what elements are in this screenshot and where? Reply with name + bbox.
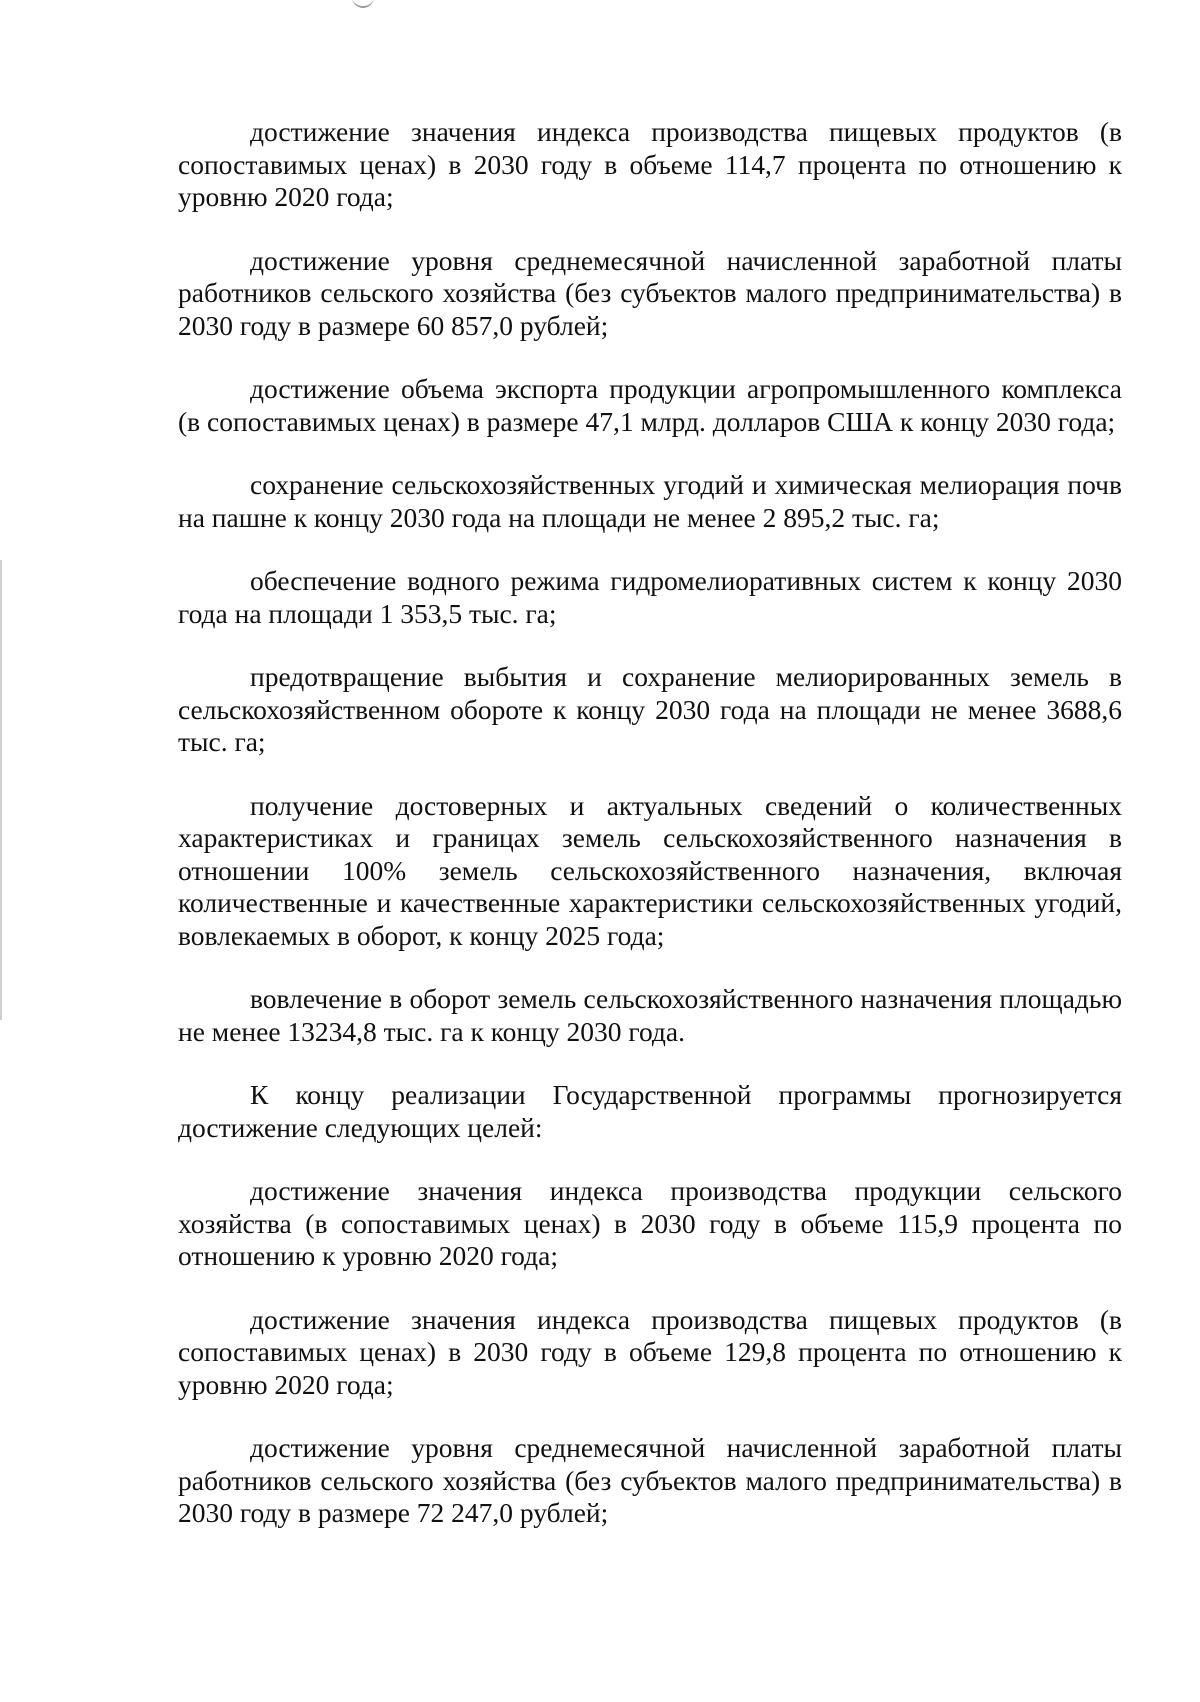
paragraph-water-regime-target: обеспечение водного режима гидромелиоративных систем к концу 2030 года на площади 1 353,5 тыс. га;	[178, 565, 1122, 629]
paragraph-food-production-index-goal: достижение значения индекса производства пищевых продуктов (в сопоставимых ценах) в 2030 году в объеме 129,8 процента по отношению к уровню 2020 года;	[178, 1303, 1122, 1400]
paragraph-agricultural-wage-target: достижение уровня среднемесячной начисленной заработной платы работников сельского хозяйства (без субъектов малого предпринимательства) в 2030 году в размере 60 857,0 рублей;	[178, 244, 1122, 341]
paragraph-reclaimed-land-target: предотвращение выбытия и сохранение мелиорированных земель в сельскохозяйственном обороте к концу 2030 года на площади не менее 3688,6 тыс. га;	[178, 661, 1122, 757]
paragraph-land-involvement-target: вовлечение в оборот земель сельскохозяйственного назначения площадью не менее 13234,8 тыс. га к концу 2030 года.	[178, 983, 1122, 1047]
page-number-mark	[352, 0, 374, 8]
paragraph-program-goals-intro: К концу реализации Государственной программы прогнозируется достижение следующих целей:	[178, 1079, 1122, 1143]
paragraph-land-data-target: получение достоверных и актуальных сведений о количественных характеристиках и границах земель сельскохозяйственного назначения в отношении 100% земель сельскохозяйственного назначения, включая количественные и качественные характеристики сельскохозяйственных угодий, вовлекаемых в оборот, к концу 2025 года;	[178, 789, 1122, 951]
paragraph-agricultural-wage-goal: достижение уровня среднемесячной начисленной заработной платы работников сельского хозяйства (без субъектов малого предпринимательства) в 2030 году в размере 72 247,0 рублей;	[178, 1432, 1122, 1528]
paragraph-agri-production-index-goal: достижение значения индекса производства продукции сельского хозяйства (в сопоставимых ценах) в 2030 году в объеме 115,9 процента по отношению к уровню 2020 года;	[178, 1175, 1122, 1271]
paragraph-agro-export-target: достижение объема экспорта продукции агропромышленного комплекса (в сопоставимых ценах) в размере 47,1 млрд. долларов США к концу 2030 года;	[178, 373, 1122, 437]
paragraph-land-preservation-target: сохранение сельскохозяйственных угодий и химическая мелиорация почв на пашне к концу 2030 года на площади не менее 2 895,2 тыс. га;	[178, 469, 1122, 533]
scan-edge-line	[0, 560, 2, 1020]
document-body	[178, 116, 1122, 1561]
paragraph-food-production-index-target: достижение значения индекса производства пищевых продуктов (в сопоставимых ценах) в 2030 году в объеме 114,7 процента по отношению к уровню 2020 года;	[178, 116, 1122, 212]
